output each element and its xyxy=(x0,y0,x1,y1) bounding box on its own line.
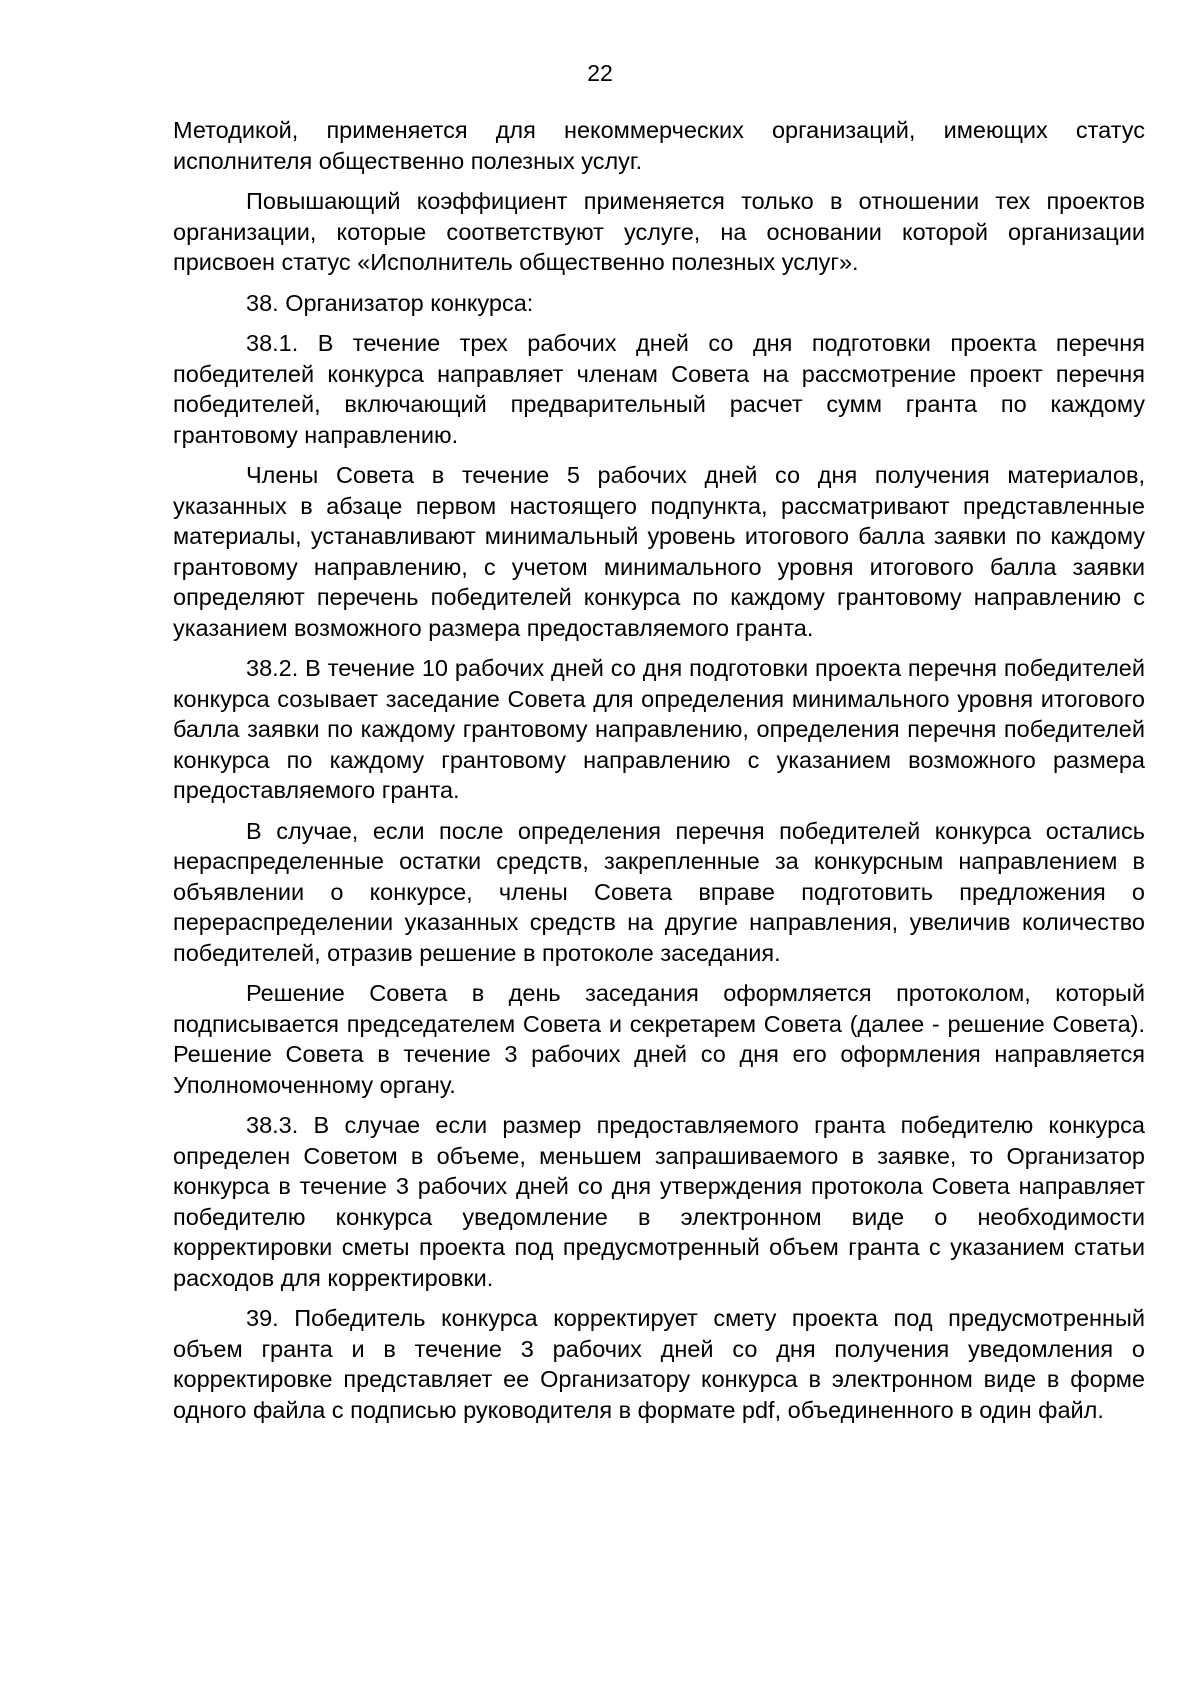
paragraph-1: Методикой, применяется для некоммерческих организаций, имеющих статус исполнителя общественно полезных услуг. xyxy=(173,117,1145,174)
paragraph-9: 38.3. В случае если размер предоставляемого гранта победителю конкурса определен Советом в объеме, меньшем запрашиваемого в заявке, то Организатор конкурса в течение 3 рабочих дней со дня утверждения протокола Совета направляет победителю конкурса уведомление в электронном виде о необходимости корректировки сметы проекта под предусмотренный объем гранта с указанием статьи расходов для корректировки. xyxy=(173,1112,1145,1291)
paragraph-8: Решение Совета в день заседания оформляется протоколом, который подписывается председателем Совета и секретарем Совета (далее - решение Совета). Решение Совета в течение 3 рабочих дней со дня его оформления направляется Уполномоченному органу. xyxy=(173,980,1145,1098)
paragraph-10: 39. Победитель конкурса корректирует смету проекта под предусмотренный объем гранта и в течение 3 рабочих дней со дня получения уведомления о корректировке представляет ее Организатору конкурса в электронном виде в форме одного файла с подписью руководителя в формате pdf, объединенного в один файл. xyxy=(173,1305,1145,1423)
paragraph-2: Повышающий коэффициент применяется только в отношении тех проектов организации, которые соответствуют услуге, на основании которой организации присвоен статус «Исполнитель общественно полезных услуг». xyxy=(173,188,1145,275)
page-number: 22 xyxy=(587,60,613,86)
paragraph-6: 38.2. В течение 10 рабочих дней со дня подготовки проекта перечня победителей конкурса созывает заседание Совета для определения минимального уровня итогового балла заявки по каждому грантовому направлению, определения перечня победителей конкурса по каждому грантовому направлению с указанием возможного размера предоставляемого гранта. xyxy=(173,655,1145,803)
paragraph-7: В случае, если после определения перечня победителей конкурса остались нераспределенные остатки средств, закрепленные за конкурсным направлением в объявлении о конкурсе, члены Совета вправе подготовить предложения о перераспределении указанных средств на другие направления, увеличив количество победителей, отразив решение в протоколе заседания. xyxy=(173,817,1145,966)
paragraph-5: Члены Совета в течение 5 рабочих дней со дня получения материалов, указанных в абзаце первом настоящего подпункта, рассматривают представленные материалы, устанавливают минимальный уровень итогового балла заявки по каждому грантовому направлению, с учетом минимального уровня итогового балла заявки определяют перечень победителей конкурса по каждому грантовому направлению с указанием возможного размера предоставляемого гранта. xyxy=(173,462,1145,641)
document-body xyxy=(173,115,1145,1435)
paragraph-3: 38. Организатор конкурса: xyxy=(246,289,534,316)
paragraph-4: 38.1. В течение трех рабочих дней со дня подготовки проекта перечня победителей конкурса направляет членам Совета на рассмотрение проект перечня победителей, включающий предварительный расчет сумм гранта по каждому грантовому направлению. xyxy=(173,330,1145,448)
